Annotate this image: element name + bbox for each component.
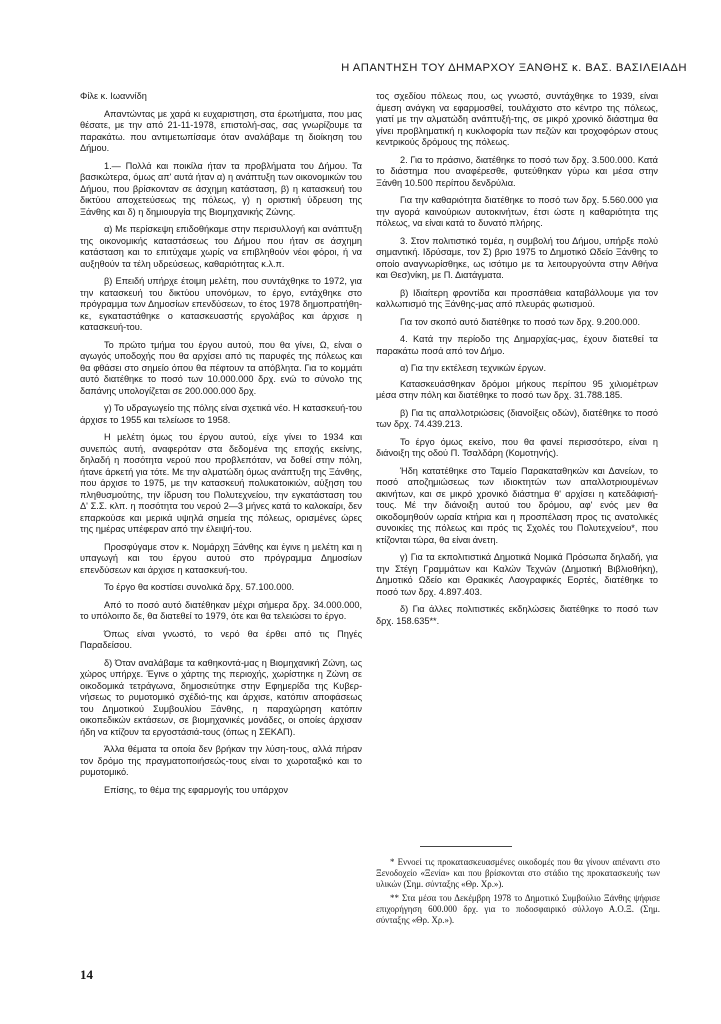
footnote: ** Στα μέσα του Δεκέμβρη 1978 το Δημοτικό Συμβούλιο Ξάνθης ψήφισε επιχορήγηση 600.000 δρχ. για το ποδοσφαιρικό σύλλογο Α.Ο.Ξ. (Σημ. σύνταξης «Θρ. Χρ.»). xyxy=(376,893,660,925)
page-number: 14 xyxy=(80,967,93,982)
paragraph: γ) Για τα εκπολιτιστικά Δημοτικά Νομικά Πρόσωπα δηλαδή, για την Στέγη Γραμμάτων και Καλών Τεχνών (Δημοτική Βιβλιοθήκη), Δημοτικό Ωδείο και Θρακικές Λαογραφικές Εορτές, διατέθηκε το ποσό των δρχ. 4.897.403. xyxy=(376,552,658,597)
paragraph: β) Ιδιαίτερη φροντίδα και προσπάθεια καταβάλλουμε για τον καλλωπισμό της Ξάνθης-μας από πλευράς φωτισμού. xyxy=(376,287,658,309)
paragraph: Προσφύγαμε στον κ. Νομάρχη Ξάνθης και έγινε η μελέτη και η υπαγωγή και του έργου αυτού στο πρόγραμμα Δημοσίων επενδύσεων και άρχισε η κατασκευή-του. xyxy=(80,541,362,575)
paragraph: α) Για την εκτέλεση τεχνικών έργων. xyxy=(400,363,547,373)
footnotes xyxy=(376,857,660,929)
left-text-column xyxy=(80,91,362,802)
paragraph: Από το ποσό αυτό διατέθηκαν μέχρι σήμερα δρχ. 34.000.000, το υπόλοιπο δε, θα διατεθεί το 1979, ότε και θα τελειώσει το έργο. xyxy=(80,599,362,621)
footnote: * Εννοεί τις προκατασκευασμένες οικοδομές που θα γίνουν απέναντι στο Ξενοδοχείο «Ξενία» και που βρίσκονται στο στάδιο της προκατασκευής των υλικών (Σημ. σύνταξης «Θρ. Χρ.»). xyxy=(376,857,660,889)
paragraph: Το έργο θα κοστίσει συνολικά δρχ. 57.100.000. xyxy=(104,582,295,592)
paragraph: 4. Κατά την περίοδο της Δημαρχίας-μας, έχουν διατεθεί τα παρακάτω ποσά από τον Δήμο. xyxy=(376,334,658,356)
paragraph: 1.— Πολλά και ποικίλα ήταν τα προβλήματα του Δήμου. Τα βασικώτερα, όμως απ' αυτά ήταν α) η ανάπτυξη των οικονομικών του Δήμου, που βρίσκονταν σε άσχημη κατάσταση, β) η κατασκευή του δικτύου αποχετεύσεως της πόλεως, γ) η οριστική ύδρευση της Ξάνθης και δ) η δημιουργία της Βιομηχανικής Ζώνης. xyxy=(80,160,362,217)
paragraph: α) Με περίσκεψη επιδοθήκαμε στην περισυλλογή και ανάπτυξη της οικονομικής καταστάσεως του Δήμου που ήταν σε άσχημη κατάσταση και το επιτύχαμε χωρίς να επιβληθούν νέοι φόροι, ή να αυξηθούν τα τέλη υδρεύσεως, καθαριότητας κ.λ.π. xyxy=(80,224,362,269)
paragraph: Άλλα θέματα τα οποία δεν βρήκαν την λύση-τους, αλλά πήραν τον δρόμο της πραγματοποιήσεώς-τους είναι το χωροταξικό και το ρυμοτομικό. xyxy=(80,744,362,777)
paragraph: Ήδη κατατέθηκε στο Ταμείο Παρακαταθηκών και Δανείων, το ποσό αποζημιώσεως των ιδιοκτητών των απαλλοτριουμένων ακινήτων, και σε μικρό χρονικό διάστημα θ' αρχίσει η κατεδάφισή-τους. Μέ την διάνοιξη αυτού του δρόμου, αφ' ενός μεν θα οικοδομηθούν ωραία κτήρια και η προσπέλαση προς τις ανατολικές συνοικίες της πόλεως και πρός τις Σχολές του Πολυτεχνείου*, που κτίζονται τώρα, θα είναι άνετη. xyxy=(376,465,658,545)
paragraph: Η μελέτη όμως του έργου αυτού, είχε γίνει το 1934 και συνεπώς αυτή, αναφερόταν στα δεδομένα της εποχής εκείνης, δηλαδή η ποσότητα νερού που προβλεπόταν, να δοθεί στην πόλη, ήτανε άρκετή για τότε. Με την αλματώδη όμως ανάπτυξη της Ξάνθης, που άρχισε το 1975, με την κατασκευή πολυκατοικιών, αύξηση του πληθυσμούτης, την ίδρυση του Πολυτεχνείου, την εγκατάσταση του Δ' Σ.Σ. κλπ. η ποσότητα του νερού 2—3 μήνες κατά το καλοκαίρι, δεν επαρκούσε και μερικά υψηλά σημεία της πόλεως, ορισμένες ώρες της ημέρας υπέφεραν από την έλειψή-του. xyxy=(80,432,362,534)
paragraph: τος σχεδίου πόλεως που, ως γνωστό, συντάχθηκε το 1939, είναι άμεση ανάγκη να εφαρμοσθεί, τουλάχιστο στο κέντρο της πόλεως, γιατί με την αλματώδη ανάπτυξή-της, σε μικρό χρονικό διάστημα θα γίνει προβληματική η κυκλοφορία των πεζών και τροχοφόρων στους κεντρικούς δρόμους της πόλεως. xyxy=(376,91,658,147)
paragraph: δ) Για άλλες πολιτιστικές εκδηλώσεις διατέθηκε το ποσό των δρχ. 158.635**. xyxy=(376,604,658,626)
paragraph: Κατασκευάσθηκαν δρόμοι μήκους περίπου 95 χιλιομέτρων μέσα στην πόλη και διατέθηκε το ποσό των δρχ. 31.788.185. xyxy=(376,378,658,400)
paragraph: Για τον σκοπό αυτό διατέθηκε το ποσό των δρχ. 9.200.000. xyxy=(400,316,641,327)
paragraph: Το πρώτο τμήμα του έργου αυτού, που θα γίνει, Ω, είναι ο αγωγός υποδοχής που θα αρχίσει από τις παρυφές της πόλεως και θα φθάσει στο σημείο όπου θα πέφτουν τα απόβλητα. Για το κομμάτι αυτό διατέθηκε το ποσό των 10.000.000 δρχ. ενώ το σύνολο της δαπάνης υπολογίζεται σε 200.000.000 δρχ. xyxy=(80,339,362,396)
paragraph: Το έργο όμως εκείνο, που θα φανεί περισσότερο, είναι η διάνοιξη της οδού Π. Τσαλδάρη (Κομοτηνής). xyxy=(376,436,658,458)
page-header-title: Η ΑΠΑΝΤΗΣΗ ΤΟΥ ΔΗΜΑΡΧΟΥ ΞΑΝΘΗΣ κ. ΒΑΣ. ΒΑΣΙΛΕΙΑΔΗ xyxy=(341,62,687,74)
paragraph: Όπως είναι γνωστό, το νερό θα έρθει από τις Πηγές Παραδείσου. xyxy=(80,628,362,650)
paragraph: Για την καθαριότητα διατέθηκε το ποσό των δρχ. 5.560.000 για την αγορά καινούριων αυτοκινήτων, έτσι ώστε η καθαριότητα της πόλεως, να είναι κατά το δυνατό πλήρης. xyxy=(376,195,658,228)
paragraph: β) Για τις απαλλοτριώσεις (διανοίξεις οδών), διατέθηκε το ποσό των δρχ. 74.439.213. xyxy=(376,407,658,429)
paragraph: Απαντώντας με χαρά κι ευχαριστηση, στα έρωτήματα, που μας θέσατε, με την από 21-11-1978, επιστολή-σας, σας γνωρίζουμε τα παρακάτω. που αντιμετωπίσαμε όταν αναλάβαμε τη διοίκηση του Δήμου. xyxy=(80,108,362,153)
paragraph: γ) Το υδραγωγείο της πόλης είναι σχετικά νέο. Η κατασκευή-του άρχισε το 1955 και τελείωσε το 1958. xyxy=(80,403,362,425)
right-text-column xyxy=(376,91,658,633)
paragraph: 2. Για το πράσινο, διατέθηκε το ποσό των δρχ. 3.500.000. Κατά το διάστημα που αναφέρεσθε, φυτεύθηκαν γύρω και μέσα στην Ξάνθη 10.500 περίπου δενδρύλια. xyxy=(376,154,658,188)
footnote-divider xyxy=(420,846,512,847)
paragraph: 3. Στον πολιτιστικό τομέα, η συμβολή του Δήμου, υπήρξε πολύ σημαντική. Ιδρύσαμε, τον Σ) βριο 1975 το Δημοτικό Ωδείο Ξάνθης το οποίο αναγνωρίσθηκε, ως ισότιμο με τα λειτουργούντα στην Αθήνα και Θεσ)νίκη, με Π. Διατάγματα. xyxy=(376,235,658,280)
paragraph: δ) Όταν αναλάβαμε τα καθηκοντά-μας η Βιομηχανική Ζώνη, ως χώρος υπήρχε. Έγινε ο χάρτης της περιοχής, χωρίστηκε η Ζώνη σε οικοδομικά τετράγωνα, δημοσιεύτηκε στην Εφημερίδα της Κυβερνήσεως το ρυμοτομικό σχέδιό-της και άρχισε, κατόπιν αποφάσεως του Δημοτικού Συμβουλίου Ξάνθης, η παραχώρηση κατόπιν οικοπεδικών εκτάσεων, σε βιομηχανικές μονάδες, οι οποίες άρχισαν ήδη να κτίζουν τα εργοστάσιά-τους (όπως η ΣΕΚΑΠ). xyxy=(80,657,362,737)
paragraph: β) Επειδή υπήρχε έτοιμη μελέτη, που συντάχθηκε το 1972, για την κατασκευή του δικτύου υπονόμων, το έργο, εντάχθηκε στο πρόγραμμα των Δημοσίων επενδύσεων, το έτος 1978 δημοπρατήθηκε, εγκαταστάθηκε ο κατασκευαστής εργολάβος και άρχισε η κατασκευή-του. xyxy=(80,276,362,332)
salutation: Φίλε κ. Ιωαννίδη xyxy=(80,91,147,101)
paragraph: Επίσης, το θέμα της εφαρμογής του υπάρχον xyxy=(104,784,288,795)
